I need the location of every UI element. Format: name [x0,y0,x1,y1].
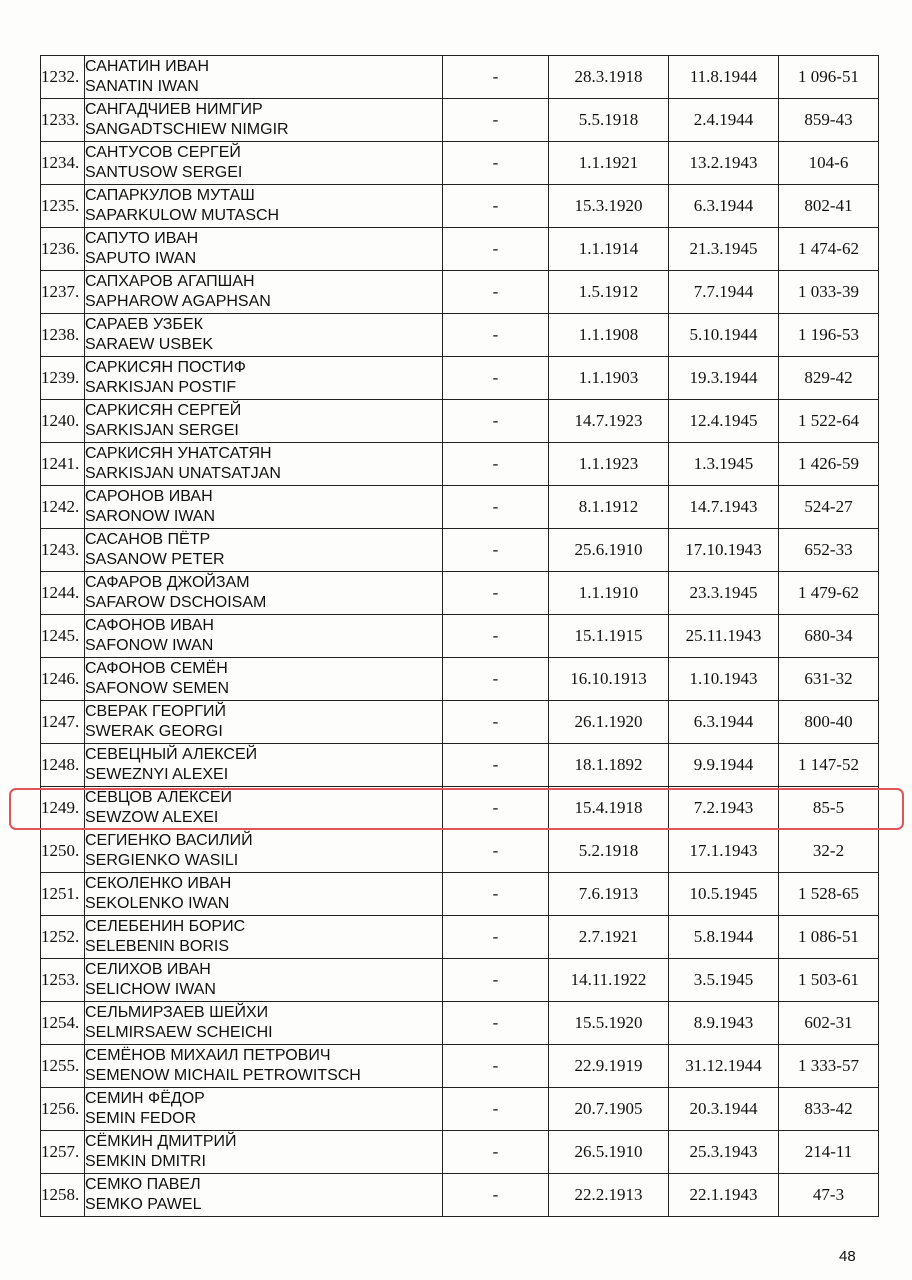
dash-cell: - [443,830,549,873]
record-reference: 32-2 [779,830,879,873]
row-number: 1248. [41,744,85,787]
name-cell [85,1131,443,1174]
name-cyrillic: СЕМИН ФЁДОР [85,1090,205,1107]
birth-date: 5.5.1918 [549,99,669,142]
death-date: 21.3.1945 [669,228,779,271]
death-date: 12.4.1945 [669,400,779,443]
name-latin: SASANOW PETER [85,551,225,568]
name-cell [85,916,443,959]
name-cell [85,357,443,400]
name-cell [85,56,443,99]
birth-date: 1.1.1921 [549,142,669,185]
name-cyrillic: САФОНОВ СЕМЁН [85,660,228,677]
name-cyrillic: САПАРКУЛОВ МУТАШ [85,187,255,204]
row-number: 1250. [41,830,85,873]
row-number: 1232. [41,56,85,99]
table-row [41,185,879,228]
name-latin: SANGADTSCHIEW NIMGIR [85,121,289,138]
table-row [41,142,879,185]
name-cyrillic: САНГАДЧИЕВ НИМГИР [85,101,263,118]
record-reference: 1 528-65 [779,873,879,916]
table-row [41,1174,879,1217]
dash-cell: - [443,1174,549,1217]
death-date: 11.8.1944 [669,56,779,99]
table-row [41,658,879,701]
name-cyrillic: СЕЛИХОВ ИВАН [85,961,211,978]
name-cell [85,959,443,1002]
dash-cell: - [443,357,549,400]
table-row [41,1045,879,1088]
birth-date: 2.7.1921 [549,916,669,959]
name-latin: SEKOLENKO IWAN [85,895,230,912]
page-number: 48 [839,1248,856,1265]
birth-date: 18.1.1892 [549,744,669,787]
table-row [41,271,879,314]
table-row [41,228,879,271]
death-date: 22.1.1943 [669,1174,779,1217]
name-latin: SAPUTO IWAN [85,250,197,267]
name-cell [85,1045,443,1088]
row-number: 1239. [41,357,85,400]
name-cell [85,400,443,443]
name-latin: SELICHOW IWAN [85,981,216,998]
name-latin: SEMKO PAWEL [85,1196,202,1213]
record-reference: 1 479-62 [779,572,879,615]
table-row [41,873,879,916]
death-date: 7.7.1944 [669,271,779,314]
row-number: 1245. [41,615,85,658]
table-row [41,1088,879,1131]
dash-cell: - [443,1131,549,1174]
name-latin: SEMENOW MICHAIL PETROWITSCH [85,1067,361,1084]
name-cyrillic: САПХАРОВ АГАПШАН [85,273,255,290]
birth-date: 22.2.1913 [549,1174,669,1217]
birth-date: 14.7.1923 [549,400,669,443]
name-latin: SARONOW IWAN [85,508,216,525]
record-reference: 1 474-62 [779,228,879,271]
table-row [41,529,879,572]
record-reference: 833-42 [779,1088,879,1131]
row-number: 1236. [41,228,85,271]
name-cyrillic: САСАНОВ ПЁТР [85,531,211,548]
table-row [41,99,879,142]
death-date: 17.10.1943 [669,529,779,572]
record-reference: 802-41 [779,185,879,228]
name-cell [85,830,443,873]
name-cell [85,658,443,701]
record-reference: 1 033-39 [779,271,879,314]
name-cyrillic: СЁМКИН ДМИТРИЙ [85,1133,237,1150]
name-cyrillic: САПУТО ИВАН [85,230,199,247]
name-cyrillic: САНТУСОВ СЕРГЕЙ [85,144,241,161]
death-date: 5.10.1944 [669,314,779,357]
death-date: 5.8.1944 [669,916,779,959]
name-cyrillic: СЕМЁНОВ МИХАИЛ ПЕТРОВИЧ [85,1047,331,1064]
dash-cell: - [443,1045,549,1088]
name-cyrillic: САФАРОВ ДЖОЙЗАМ [85,574,250,591]
table-row [41,443,879,486]
name-latin: SANATIN IWAN [85,78,199,95]
name-latin: SERGIENKO WASILI [85,852,239,869]
name-cell [85,529,443,572]
birth-date: 1.1.1903 [549,357,669,400]
row-number: 1246. [41,658,85,701]
register-table [40,55,879,1217]
row-number: 1257. [41,1131,85,1174]
name-latin: SANTUSOW SERGEI [85,164,243,181]
row-number: 1252. [41,916,85,959]
dash-cell: - [443,787,549,830]
name-cyrillic: САФОНОВ ИВАН [85,617,214,634]
dash-cell: - [443,56,549,99]
death-date: 1.10.1943 [669,658,779,701]
name-cyrillic: СЕЛЬМИРЗАЕВ ШЕЙХИ [85,1004,269,1021]
row-number: 1258. [41,1174,85,1217]
table-row [41,916,879,959]
name-cyrillic: СЕЛЕБЕНИН БОРИС [85,918,246,935]
name-cell [85,99,443,142]
dash-cell: - [443,529,549,572]
row-number: 1235. [41,185,85,228]
birth-date: 16.10.1913 [549,658,669,701]
name-cell [85,443,443,486]
dash-cell: - [443,916,549,959]
name-cyrillic: САРКИСЯН УНАТСАТЯН [85,445,272,462]
birth-date: 15.5.1920 [549,1002,669,1045]
death-date: 13.2.1943 [669,142,779,185]
record-reference: 1 522-64 [779,400,879,443]
record-reference: 631-32 [779,658,879,701]
row-number: 1251. [41,873,85,916]
birth-date: 22.9.1919 [549,1045,669,1088]
table-row [41,357,879,400]
birth-date: 1.1.1910 [549,572,669,615]
table-row [41,400,879,443]
name-cyrillic: САРАЕВ УЗБЕК [85,316,203,333]
death-date: 25.11.1943 [669,615,779,658]
name-latin: SARAEW USBEK [85,336,214,353]
birth-date: 15.1.1915 [549,615,669,658]
dash-cell: - [443,615,549,658]
record-reference: 524-27 [779,486,879,529]
death-date: 17.1.1943 [669,830,779,873]
record-reference: 214-11 [779,1131,879,1174]
dash-cell: - [443,271,549,314]
name-latin: SEWZOW ALEXEI [85,809,219,826]
row-number: 1256. [41,1088,85,1131]
table-row [41,959,879,1002]
birth-date: 15.4.1918 [549,787,669,830]
death-date: 9.9.1944 [669,744,779,787]
name-cell [85,314,443,357]
birth-date: 1.1.1923 [549,443,669,486]
death-date: 1.3.1945 [669,443,779,486]
name-cell [85,615,443,658]
name-latin: SARKISJAN POSTIF [85,379,237,396]
highlight-box [9,788,904,830]
record-reference: 800-40 [779,701,879,744]
name-cyrillic: САНАТИН ИВАН [85,58,209,75]
record-reference: 104-6 [779,142,879,185]
death-date: 20.3.1944 [669,1088,779,1131]
name-cell [85,1002,443,1045]
birth-date: 1.1.1908 [549,314,669,357]
birth-date: 14.11.1922 [549,959,669,1002]
dash-cell: - [443,185,549,228]
name-latin: SELEBENIN BORIS [85,938,230,955]
name-latin: SEWEZNYI ALEXEI [85,766,229,783]
table-row [41,1002,879,1045]
name-latin: SARKISJAN SERGEI [85,422,239,439]
table-row [41,486,879,529]
death-date: 8.9.1943 [669,1002,779,1045]
table-row [41,314,879,357]
death-date: 7.2.1943 [669,787,779,830]
name-cyrillic: СЕМКО ПАВЕЛ [85,1176,201,1193]
name-cell [85,701,443,744]
dash-cell: - [443,701,549,744]
dash-cell: - [443,443,549,486]
name-cell [85,1174,443,1217]
record-reference: 1 147-52 [779,744,879,787]
name-latin: SELMIRSAEW SCHEICHI [85,1024,273,1041]
row-number: 1241. [41,443,85,486]
name-cyrillic: СВЕРАК ГЕОРГИЙ [85,703,227,720]
name-latin: SAFAROW DSCHOISAM [85,594,267,611]
row-number: 1255. [41,1045,85,1088]
death-date: 31.12.1944 [669,1045,779,1088]
table-row [41,572,879,615]
birth-date: 26.5.1910 [549,1131,669,1174]
dash-cell: - [443,658,549,701]
name-cyrillic: САРКИСЯН СЕРГЕЙ [85,402,242,419]
record-reference: 1 333-57 [779,1045,879,1088]
birth-date: 1.5.1912 [549,271,669,314]
death-date: 2.4.1944 [669,99,779,142]
name-latin: SAPHAROW AGAPHSAN [85,293,271,310]
row-number: 1243. [41,529,85,572]
name-cell [85,142,443,185]
dash-cell: - [443,486,549,529]
death-date: 23.3.1945 [669,572,779,615]
row-number: 1253. [41,959,85,1002]
name-cell [85,572,443,615]
record-reference: 1 196-53 [779,314,879,357]
birth-date: 1.1.1914 [549,228,669,271]
name-latin: SWERAK GEORGI [85,723,223,740]
name-latin: SAPARKULOW MUTASCH [85,207,280,224]
record-reference: 85-5 [779,787,879,830]
row-number: 1240. [41,400,85,443]
death-date: 10.5.1945 [669,873,779,916]
row-number: 1234. [41,142,85,185]
birth-date: 26.1.1920 [549,701,669,744]
dash-cell: - [443,1088,549,1131]
record-reference: 859-43 [779,99,879,142]
dash-cell: - [443,99,549,142]
register-table-body [41,56,879,1217]
birth-date: 5.2.1918 [549,830,669,873]
name-cyrillic: СЕВЦОВ АЛЕКСЕЙ [85,789,233,806]
record-reference: 652-33 [779,529,879,572]
name-latin: SEMKIN DMITRI [85,1153,206,1170]
row-number: 1247. [41,701,85,744]
name-latin: SAFONOW SEMEN [85,680,230,697]
dash-cell: - [443,142,549,185]
death-date: 6.3.1944 [669,185,779,228]
dash-cell: - [443,873,549,916]
row-number: 1242. [41,486,85,529]
death-date: 14.7.1943 [669,486,779,529]
table-row [41,830,879,873]
record-reference: 1 503-61 [779,959,879,1002]
record-reference: 1 426-59 [779,443,879,486]
dash-cell: - [443,744,549,787]
name-cell [85,185,443,228]
name-cell [85,486,443,529]
row-number: 1238. [41,314,85,357]
birth-date: 25.6.1910 [549,529,669,572]
record-reference: 680-34 [779,615,879,658]
table-row [41,56,879,99]
record-reference: 1 086-51 [779,916,879,959]
dash-cell: - [443,1002,549,1045]
row-number: 1244. [41,572,85,615]
name-latin: SAFONOW IWAN [85,637,214,654]
row-number: 1237. [41,271,85,314]
death-date: 25.3.1943 [669,1131,779,1174]
record-reference: 1 096-51 [779,56,879,99]
death-date: 6.3.1944 [669,701,779,744]
dash-cell: - [443,314,549,357]
dash-cell: - [443,400,549,443]
dash-cell: - [443,572,549,615]
name-cyrillic: САРКИСЯН ПОСТИФ [85,359,246,376]
name-cell [85,1088,443,1131]
row-number: 1233. [41,99,85,142]
table-row [41,615,879,658]
birth-date: 28.3.1918 [549,56,669,99]
name-cyrillic: СЕГИЕНКО ВАСИЛИЙ [85,832,253,849]
name-latin: SEMIN FEDOR [85,1110,197,1127]
table-row [41,1131,879,1174]
name-cyrillic: СЕВЕЦНЫЙ АЛЕКСЕЙ [85,746,258,763]
birth-date: 20.7.1905 [549,1088,669,1131]
row-number: 1249. [41,787,85,830]
name-cell [85,744,443,787]
record-reference: 829-42 [779,357,879,400]
row-number: 1254. [41,1002,85,1045]
birth-date: 8.1.1912 [549,486,669,529]
name-latin: SARKISJAN UNATSATJAN [85,465,281,482]
record-reference: 47-3 [779,1174,879,1217]
name-cell [85,873,443,916]
name-cyrillic: САРОНОВ ИВАН [85,488,213,505]
death-date: 3.5.1945 [669,959,779,1002]
death-date: 19.3.1944 [669,357,779,400]
birth-date: 7.6.1913 [549,873,669,916]
record-reference: 602-31 [779,1002,879,1045]
table-row [41,701,879,744]
name-cell [85,271,443,314]
dash-cell: - [443,959,549,1002]
dash-cell: - [443,228,549,271]
birth-date: 15.3.1920 [549,185,669,228]
name-cyrillic: СЕКОЛЕНКО ИВАН [85,875,232,892]
name-cell [85,228,443,271]
table-row [41,744,879,787]
